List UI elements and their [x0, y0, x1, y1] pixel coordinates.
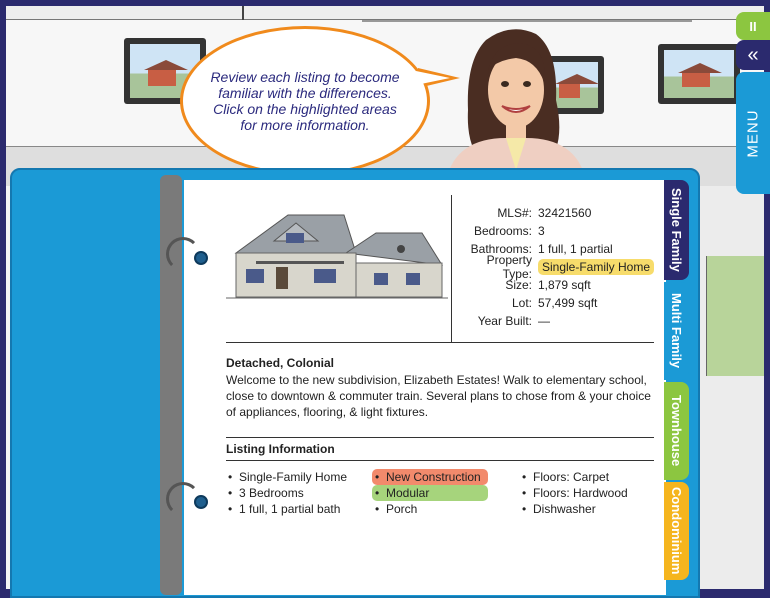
detail-row-bedrooms [455, 222, 660, 240]
office-floor [696, 186, 770, 595]
detail-value: 32421560 [538, 206, 592, 220]
list-item: • Floors: Carpet [522, 470, 610, 484]
list-item-text: Single-Family Home [239, 470, 348, 484]
tab-label: Condominium [669, 487, 684, 575]
detail-label: MLS#: [497, 206, 532, 220]
list-item-text: 3 Bedrooms [239, 486, 304, 500]
detail-label: Size: [505, 278, 532, 292]
section-divider [226, 342, 654, 343]
speech-bubble-tail-inner [416, 71, 450, 85]
list-item: • 3 Bedrooms [228, 486, 304, 500]
list-item: • Dishwasher [522, 502, 596, 516]
detail-row-size [455, 276, 660, 294]
detail-value: 57,499 sqft [538, 296, 598, 310]
details-divider [451, 195, 452, 342]
list-item: • Single-Family Home [228, 470, 348, 484]
detail-label: Lot: [511, 296, 532, 310]
detail-row-mls [455, 204, 660, 222]
tab-label: Multi Family [669, 293, 684, 369]
detail-value: 3 [538, 224, 545, 238]
binder-ring-hole [194, 495, 208, 509]
info-column-1 [228, 469, 347, 517]
list-item-text: Porch [386, 502, 418, 516]
list-item-text: New Construction [386, 470, 481, 484]
office-rug [706, 256, 770, 376]
list-item: • Porch [375, 502, 418, 516]
listing-style-title: Detached, Colonial [226, 356, 335, 370]
detail-row-year-built [455, 312, 660, 330]
office-ceiling [6, 6, 770, 20]
speech-bubble-text: Review each listing to become familiar with the differences. Click on the highlighted areas for more information. [210, 69, 400, 133]
menu-button[interactable] [736, 72, 770, 194]
list-item-text: 1 full, 1 partial bath [239, 502, 341, 516]
speech-bubble [180, 26, 430, 176]
list-item: • Floors: Hardwood [522, 486, 628, 500]
listing-details [455, 204, 660, 330]
detail-row-lot [455, 294, 660, 312]
listing-info-title: Listing Information [226, 442, 335, 456]
detail-value: 1 full, 1 partial [538, 242, 613, 256]
collapse-icon[interactable]: « [736, 40, 770, 70]
detail-row-property-type [455, 253, 660, 281]
detail-label: Bathrooms: [470, 242, 532, 256]
section-divider [226, 460, 654, 461]
tab-townhouse[interactable] [664, 382, 689, 480]
tab-condominium[interactable] [664, 482, 689, 580]
menu-label: MENU [744, 108, 762, 158]
section-divider [226, 437, 654, 438]
tab-label: Townhouse [669, 395, 684, 467]
listing-house-image [226, 205, 448, 305]
list-item-text: Floors: Carpet [533, 470, 610, 484]
agent-illustration [426, 20, 606, 180]
wall-monitor [658, 44, 740, 104]
tab-single-family[interactable] [664, 180, 689, 280]
new-construction-hotspot[interactable]: • New Construction [372, 469, 488, 485]
detail-value: — [538, 314, 550, 328]
detail-label: Property Type: [486, 253, 532, 281]
wall-line [242, 6, 244, 20]
list-item-text: Floors: Hardwood [533, 486, 628, 500]
list-item: • 1 full, 1 partial bath [228, 502, 341, 516]
tab-label: Single Family [669, 188, 684, 272]
detail-value: 1,879 sqft [538, 278, 591, 292]
pause-button[interactable]: II [736, 12, 770, 40]
list-item-text: Modular [386, 486, 430, 500]
binder-ring-hole [194, 251, 208, 265]
tab-multi-family[interactable] [664, 282, 689, 380]
detail-label: Year Built: [477, 314, 532, 328]
modular-hotspot[interactable]: • Modular [372, 485, 488, 501]
list-item-text: Dishwasher [533, 502, 596, 516]
info-column-2 [372, 469, 488, 517]
listing-description: Welcome to the new subdivision, Elizabeth Estates! Walk to elementary school, close to downtown & commuter train. Several plans to chose from & your choice of appliances, flooring, & light fixtures. [226, 373, 651, 419]
detail-label: Bedrooms: [473, 224, 532, 238]
info-column-3 [522, 469, 628, 517]
property-type-hotspot[interactable]: Single-Family Home [538, 259, 654, 275]
